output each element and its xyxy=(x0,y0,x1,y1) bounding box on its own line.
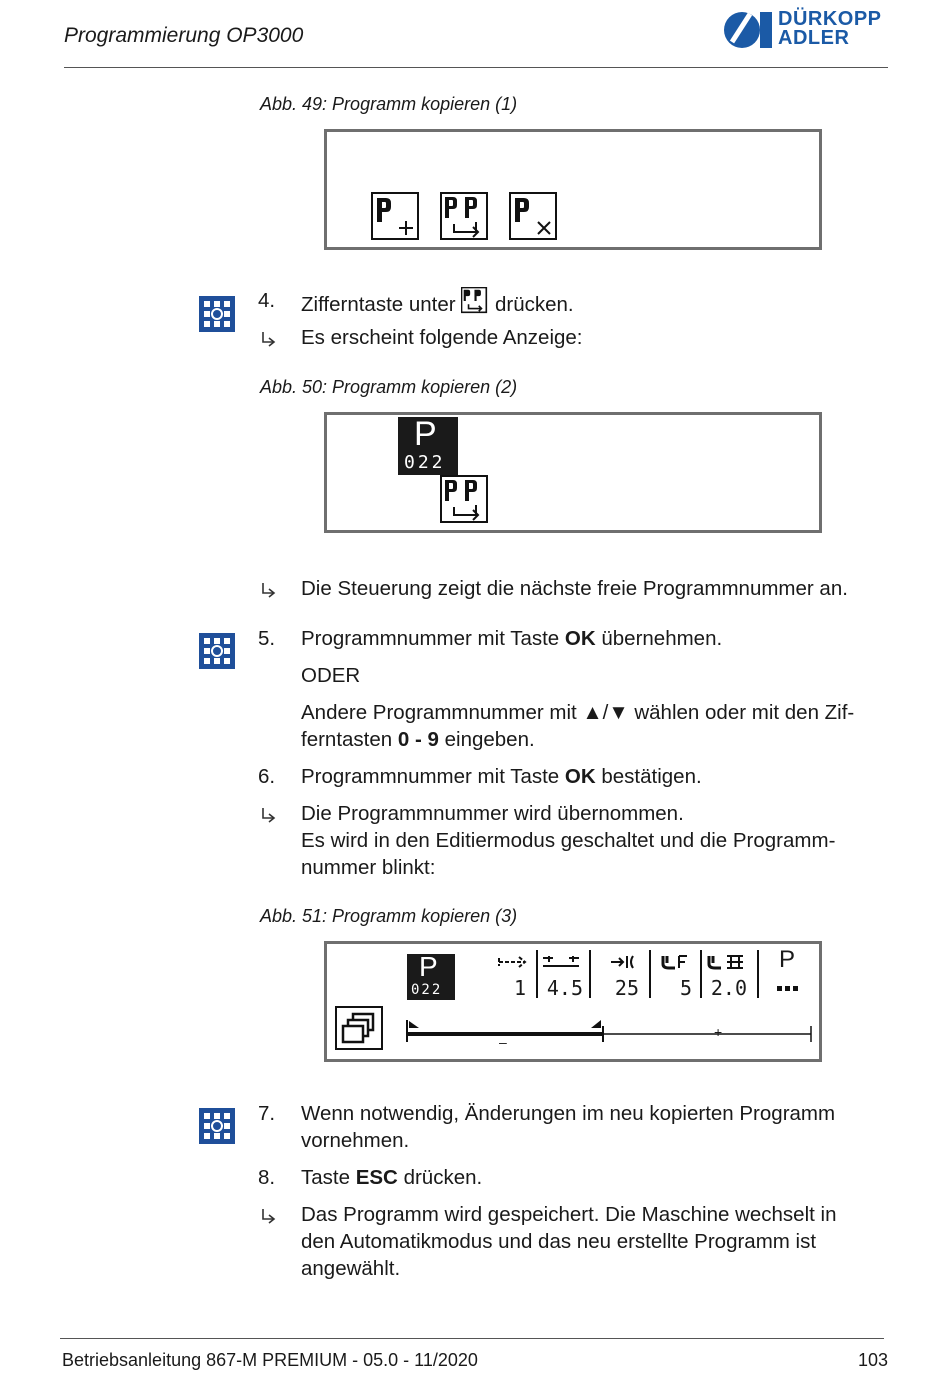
step-5-post: übernehmen. xyxy=(601,627,723,650)
step-5-text xyxy=(301,625,891,652)
step-7-line-2: vornehmen. xyxy=(301,1129,410,1152)
keypad-icon xyxy=(199,296,235,332)
brand-logo xyxy=(722,8,892,52)
alt-line-2 xyxy=(301,726,891,753)
page-number: 103 xyxy=(857,1350,888,1370)
program-letter: P xyxy=(419,951,438,982)
footer-document-title: Betriebsanleitung 867-M PREMIUM - 05.0 - 11/2020 xyxy=(62,1350,478,1370)
program-number-box xyxy=(407,951,455,1000)
column-divider xyxy=(589,950,591,998)
param-value-1: 1 xyxy=(513,976,526,1000)
stitch-length-icon xyxy=(497,954,529,970)
program-delete-icon xyxy=(509,192,561,244)
result-arrow-icon xyxy=(259,806,279,826)
param-value-3: 25 xyxy=(614,976,639,1000)
fig51-caption: Abb. 51: Programm kopieren (3) xyxy=(260,906,518,926)
result-6-line-1: Die Programmnummer wird übernommen. xyxy=(301,802,684,825)
column-divider xyxy=(700,950,702,998)
result-arrow-icon xyxy=(259,330,279,350)
step-4-text xyxy=(301,287,891,318)
fig49-caption: Abb. 49: Programm kopieren (1) xyxy=(260,94,518,114)
fig50-display xyxy=(324,412,822,533)
result-4-text: Es erscheint folgende Anzeige: xyxy=(301,326,583,349)
result-arrow-icon xyxy=(259,581,279,601)
step-4-post: drücken. xyxy=(495,293,574,316)
step-4-number: 4. xyxy=(258,289,276,312)
key-ok: OK xyxy=(564,765,596,788)
foot-stroke-icon xyxy=(707,954,747,970)
column-divider xyxy=(757,950,759,998)
slider-minus-label: – xyxy=(499,1034,507,1050)
step-7-text xyxy=(301,1100,891,1154)
fig51-display xyxy=(324,941,822,1062)
key-digits: 0 - 9 xyxy=(397,728,439,751)
fig50-caption: Abb. 50: Programm kopieren (2) xyxy=(260,377,518,397)
logo-line-2: ADLER xyxy=(778,27,850,49)
result-arrow-icon xyxy=(259,1207,279,1227)
result-6-line-2: Es wird in den Editiermodus geschaltet und die Programm- xyxy=(301,829,836,852)
seam-distance-icon xyxy=(541,954,581,970)
column-divider xyxy=(649,950,651,998)
step-8-pre: Taste xyxy=(301,1166,350,1189)
logo-mark-icon xyxy=(722,8,774,52)
result-8-text xyxy=(301,1201,891,1282)
step-8-text xyxy=(301,1164,891,1191)
key-esc: ESC xyxy=(355,1166,398,1189)
param-value-4: 5 xyxy=(679,976,692,1000)
step-8-number: 8. xyxy=(258,1166,276,1189)
program-copy-icon xyxy=(440,192,492,244)
foot-force-icon xyxy=(661,954,691,970)
step-8-post: drücken. xyxy=(403,1166,483,1189)
program-letter: P xyxy=(414,415,437,453)
footer-rule xyxy=(60,1338,884,1339)
column-divider xyxy=(536,950,538,998)
result-8-line-3: angewählt. xyxy=(301,1257,401,1280)
slider-plus-label: + xyxy=(714,1024,723,1040)
value-slider xyxy=(405,1016,815,1052)
windows-copy-icon xyxy=(335,1006,385,1052)
tension-icon xyxy=(609,954,637,970)
program-copy-inline-icon xyxy=(461,287,489,315)
fig49-display xyxy=(324,129,822,250)
key-ok: OK xyxy=(564,627,596,650)
step-6-number: 6. xyxy=(258,765,276,788)
program-copy-icon xyxy=(440,475,492,527)
oder-text: ODER xyxy=(301,664,361,687)
alt-text xyxy=(301,699,891,753)
program-new-icon xyxy=(371,192,423,244)
result-8-line-2: den Automatikmodus und das neu erstellte Programm ist xyxy=(301,1230,817,1253)
result-4b-text: Die Steuerung zeigt die nächste freie Programmnummer an. xyxy=(301,577,848,600)
alt-line-2-post: eingeben. xyxy=(444,728,535,751)
keypad-icon xyxy=(199,633,235,669)
result-8-line-1: Das Programm wird gespeichert. Die Maschine wechselt in xyxy=(301,1203,837,1226)
result-6-text xyxy=(301,800,891,881)
step-6-pre: Programmnummer mit Taste xyxy=(301,765,560,788)
result-6-line-3: nummer blinkt: xyxy=(301,856,436,879)
step-7-line-1: Wenn notwendig, Änderungen im neu kopierten Programm xyxy=(301,1102,836,1125)
step-6-post: bestätigen. xyxy=(601,765,702,788)
param-value-2: 4.5 xyxy=(546,976,583,1000)
program-list-letter: P xyxy=(779,946,796,973)
more-dots-icon xyxy=(777,984,801,992)
keypad-icon xyxy=(199,1108,235,1144)
step-5-number: 5. xyxy=(258,627,276,650)
alt-line-2-pre: ferntasten xyxy=(301,728,393,751)
header-rule xyxy=(64,67,888,68)
step-5-pre: Programmnummer mit Taste xyxy=(301,627,560,650)
step-6-text xyxy=(301,763,891,790)
program-number-box xyxy=(398,417,458,475)
step-4-pre: Zifferntaste unter xyxy=(301,293,456,316)
program-number: 022 xyxy=(411,982,443,998)
logo-line-1: DÜRKOPP xyxy=(778,8,882,30)
header-title: Programmierung OP3000 xyxy=(64,24,304,47)
program-number: 022 xyxy=(404,452,446,473)
step-7-number: 7. xyxy=(258,1102,276,1125)
alt-line-1: Andere Programmnummer mit ▲/▼ wählen oder mit den Zif- xyxy=(301,701,855,724)
param-value-5: 2.0 xyxy=(710,976,747,1000)
